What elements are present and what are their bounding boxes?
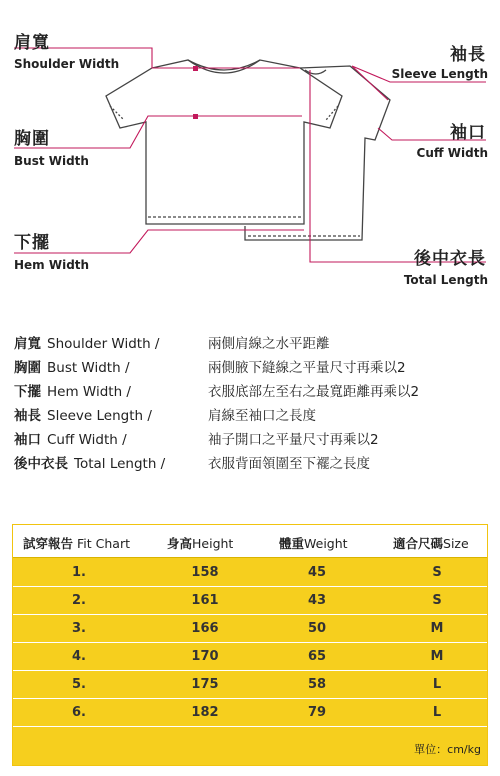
shoulder-en-label: Shoulder Width bbox=[14, 57, 120, 71]
desc-en: Sleeve Length / bbox=[47, 408, 152, 424]
table-row bbox=[13, 671, 487, 699]
sleeve-en-label: Sleeve Length bbox=[391, 67, 488, 81]
cell-size: M bbox=[430, 649, 444, 664]
cell-height: 170 bbox=[191, 649, 219, 664]
header-weight: 體重Weight bbox=[279, 536, 348, 551]
desc-text: 肩線至袖口之長度 bbox=[208, 408, 316, 424]
desc-row-sleeve bbox=[14, 404, 316, 426]
desc-row-hem bbox=[14, 380, 420, 402]
desc-zh: 袖口 bbox=[14, 432, 41, 448]
desc-text: 袖子開口之平量尺寸再乘以2 bbox=[208, 432, 379, 448]
desc-en: Total Length / bbox=[74, 456, 166, 472]
table-row bbox=[13, 643, 487, 671]
header-size: 適合尺碼Size bbox=[393, 536, 469, 551]
fit-chart-table bbox=[12, 524, 488, 766]
cell-index: 2. bbox=[72, 593, 86, 608]
desc-row-bust bbox=[14, 356, 406, 378]
cell-height: 175 bbox=[191, 677, 219, 692]
sleeve-zh-label: 袖長 bbox=[450, 45, 486, 65]
cell-weight: 45 bbox=[307, 565, 327, 580]
desc-en: Cuff Width / bbox=[47, 432, 127, 448]
cell-weight: 58 bbox=[307, 677, 327, 692]
desc-en: Bust Width / bbox=[47, 360, 130, 376]
desc-zh: 後中衣長 bbox=[14, 456, 68, 472]
cuff-en-label: Cuff Width bbox=[416, 146, 488, 160]
bust-en-label: Bust Width bbox=[14, 154, 89, 168]
hem-zh-label: 下擺 bbox=[14, 233, 50, 253]
cell-index: 3. bbox=[72, 621, 86, 636]
front-shirt-outline bbox=[106, 60, 342, 224]
desc-text: 兩側肩線之水平距離 bbox=[208, 336, 330, 352]
desc-row-total bbox=[14, 452, 370, 474]
desc-row-shoulder bbox=[14, 332, 330, 354]
table-header bbox=[13, 525, 487, 558]
cell-size: L bbox=[432, 677, 442, 692]
header-fit-chart: 試穿報告 Fit Chart bbox=[23, 536, 130, 551]
cell-index: 4. bbox=[72, 649, 86, 664]
desc-zh: 胸圍 bbox=[14, 360, 41, 376]
desc-en: Hem Width / bbox=[47, 384, 131, 400]
cell-size: S bbox=[432, 565, 442, 580]
desc-zh: 下擺 bbox=[14, 384, 41, 400]
cell-size: L bbox=[432, 705, 442, 720]
hem-en-label: Hem Width bbox=[14, 258, 90, 272]
cuff-zh-label: 袖口 bbox=[450, 123, 486, 143]
unit-note: 單位：cm/kg bbox=[414, 743, 481, 756]
bust-zh-label: 胸圍 bbox=[14, 129, 50, 149]
total-zh-label: 後中衣長 bbox=[414, 249, 486, 269]
desc-text: 兩側腋下縫線之平量尺寸再乘以2 bbox=[208, 360, 406, 376]
cell-height: 182 bbox=[191, 705, 219, 720]
cell-weight: 79 bbox=[307, 705, 327, 720]
cell-index: 1. bbox=[72, 565, 86, 580]
cell-height: 158 bbox=[191, 565, 219, 580]
shoulder-zh-label: 肩寬 bbox=[14, 33, 50, 53]
cell-index: 6. bbox=[72, 705, 86, 720]
cell-size: S bbox=[432, 593, 442, 608]
table-row bbox=[13, 615, 487, 643]
cell-size: M bbox=[430, 621, 444, 636]
cell-weight: 43 bbox=[307, 593, 327, 608]
table-row bbox=[13, 559, 487, 587]
cell-height: 161 bbox=[191, 593, 219, 608]
desc-en: Shoulder Width / bbox=[47, 336, 160, 352]
header-height: 身高Height bbox=[167, 536, 234, 551]
desc-text: 衣服背面領圍至下襬之長度 bbox=[208, 456, 370, 472]
cell-height: 166 bbox=[191, 621, 219, 636]
desc-row-cuff bbox=[14, 428, 379, 450]
table-row bbox=[13, 587, 487, 615]
total-en-label: Total Length bbox=[403, 273, 488, 287]
hem-line bbox=[14, 230, 304, 253]
cell-index: 5. bbox=[72, 677, 86, 692]
desc-zh: 肩寬 bbox=[14, 336, 41, 352]
desc-zh: 袖長 bbox=[14, 408, 41, 424]
cell-weight: 50 bbox=[307, 621, 327, 636]
cell-weight: 65 bbox=[307, 649, 327, 664]
desc-text: 衣服底部左至右之最寬距離再乘以2 bbox=[208, 384, 420, 400]
table-row bbox=[13, 699, 487, 727]
